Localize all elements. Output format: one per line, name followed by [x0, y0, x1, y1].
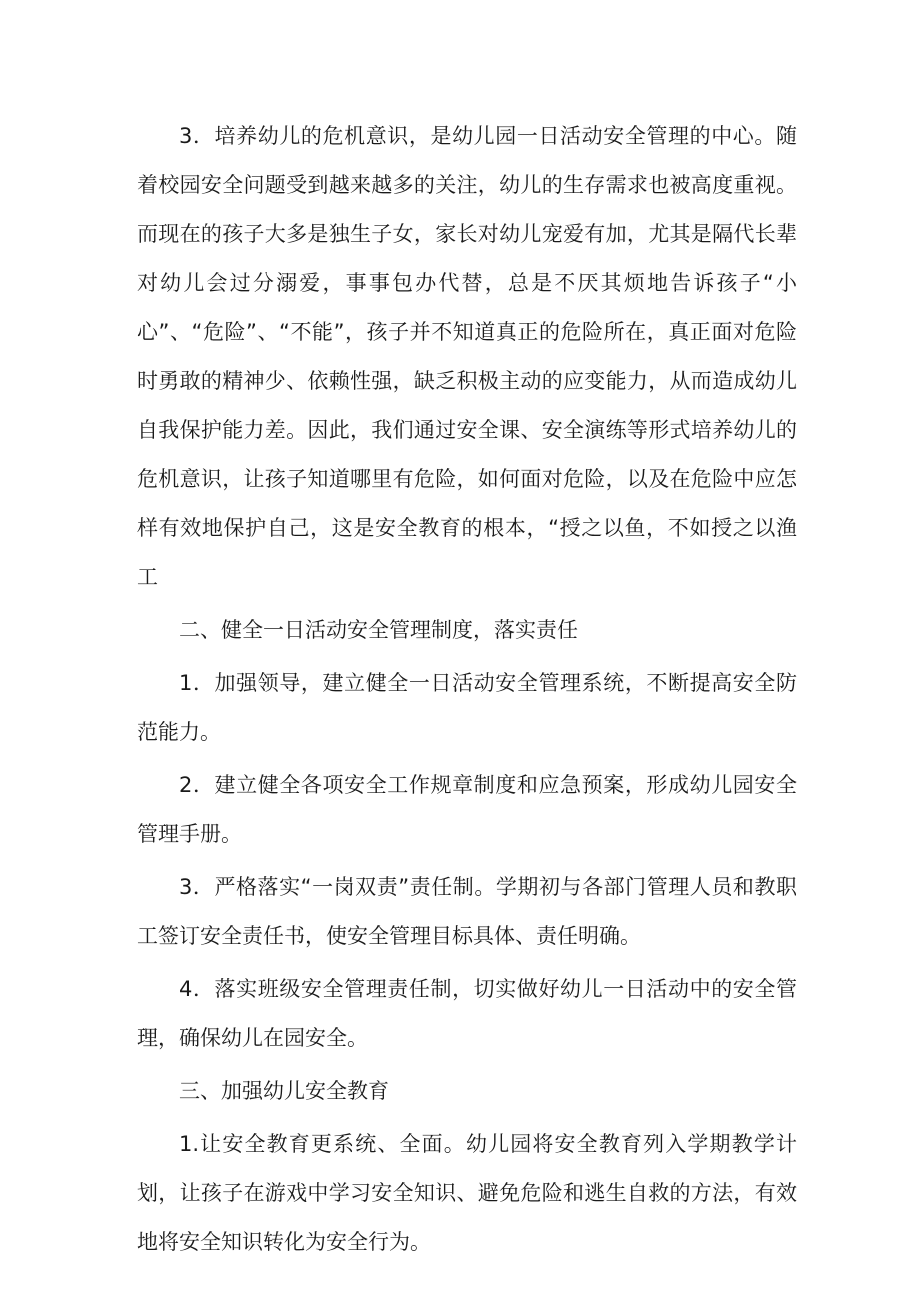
list-item-4: 4．落实班级安全管理责任制，切实做好幼儿一日活动中的安全管理，确保幼儿在园安全。: [137, 977, 797, 1050]
paragraph-crisis-awareness: 3．培养幼儿的危机意识，是幼儿园一日活动安全管理的中心。随着校园安全问题受到越来越多的关注，幼儿的生存需求也被高度重视。而现在的孩子大多是独生子女，家长对幼儿宠爱有加，尤其是隔代长辈对幼儿会过分溺爱，事事包办代替，总是不厌其烦地告诉孩子“小心”、“危险”、“不能”，孩子并不知道真正的危险所在，真正面对危险时勇敢的精神少、依赖性强，缺乏积极主动的应变能力，从而造成幼儿自我保护能力差。因此，我们通过安全课、安全演练等形式培养幼儿的危机意识，让孩子知道哪里有危险，如何面对危险，以及在危险中应怎样有效地保护自己，这是安全教育的根本，“授之以鱼，不如授之以渔工: [137, 124, 797, 589]
document-body: [137, 112, 797, 1267]
section-heading-3: 三、加强幼儿安全教育: [179, 1079, 389, 1103]
section-heading-2: 二、健全一日活动安全管理制度，落实责任: [179, 618, 578, 642]
paragraph-safety-education: 1.让安全教育更系统、全面。幼儿园将安全教育列入学期教学计划，让孩子在游戏中学习安全知识、避免危险和逃生自救的方法，有效地将安全知识转化为安全行为。: [137, 1132, 797, 1254]
list-item-2: 2．建立健全各项安全工作规章制度和应急预案，形成幼儿园安全管理手册。: [137, 773, 797, 846]
list-item-1: 1．加强领导，建立健全一日活动安全管理系统，不断提高安全防范能力。: [137, 671, 797, 744]
list-item-3: 3．严格落实“一岗双责”责任制。学期初与各部门管理人员和教职工签订安全责任书，使安全管理目标具体、责任明确。: [137, 875, 797, 948]
